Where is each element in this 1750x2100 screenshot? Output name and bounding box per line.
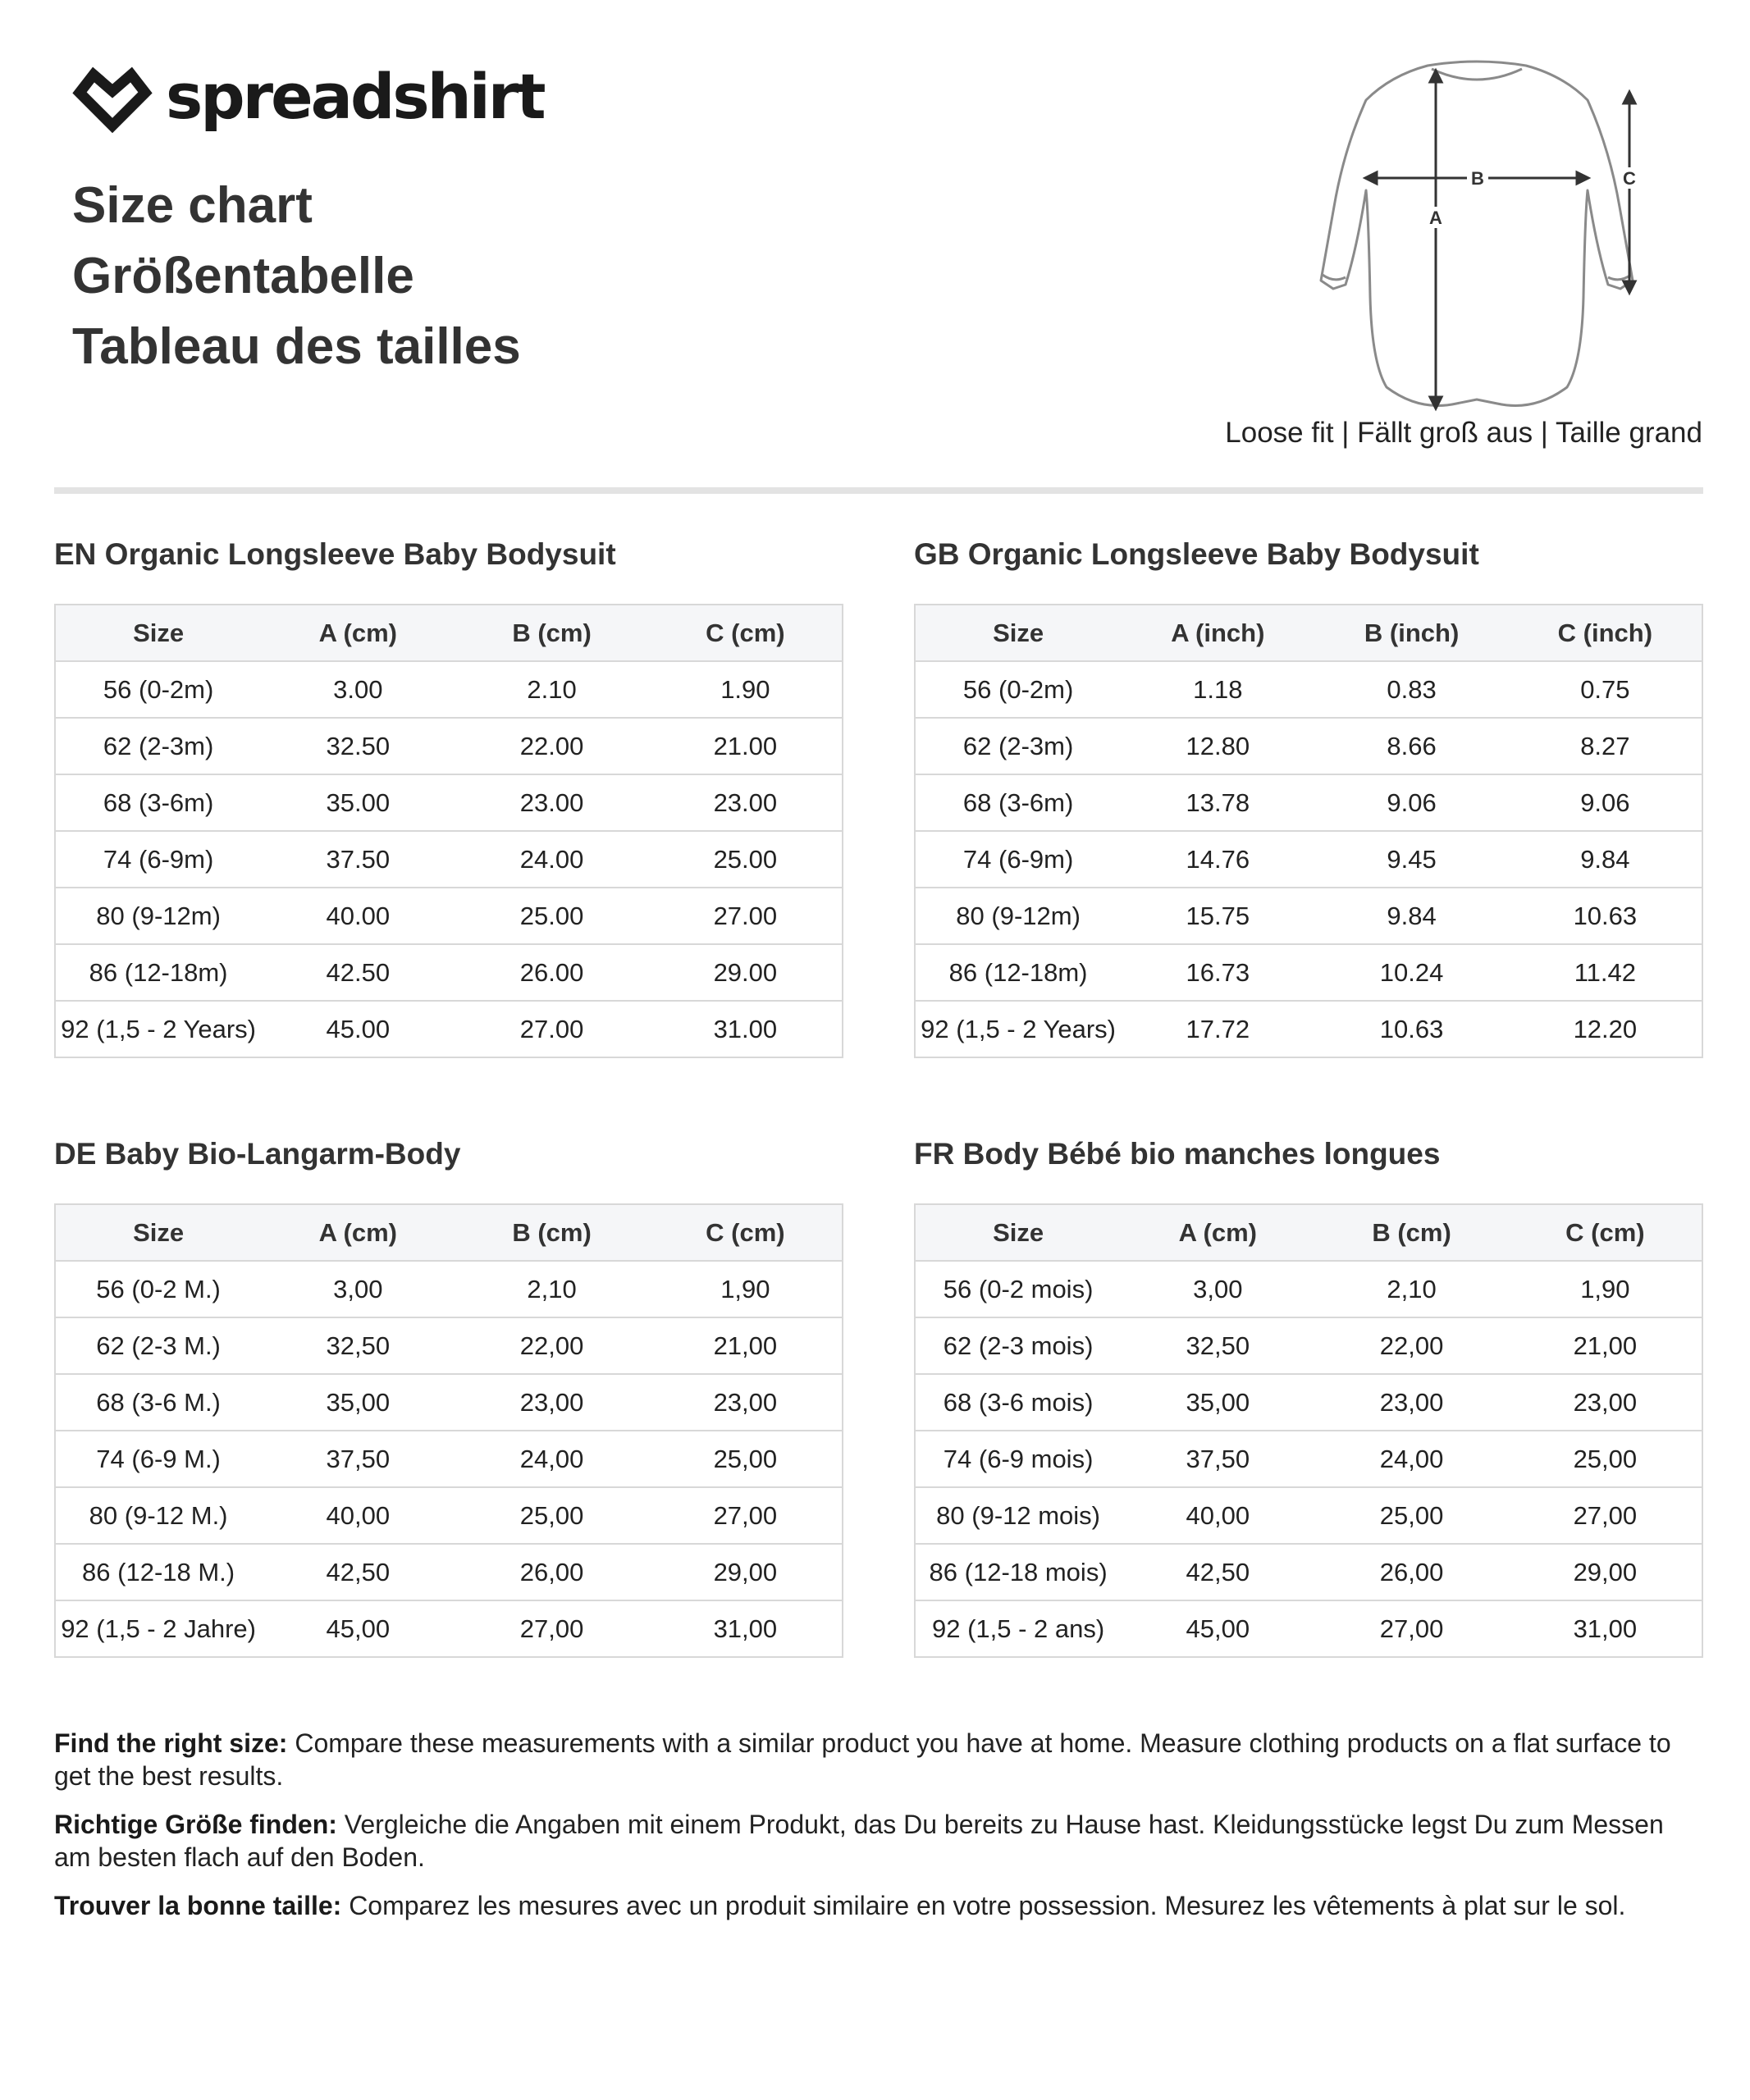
- measurement-cell: 42.50: [261, 944, 455, 1001]
- size-table: [54, 1203, 843, 1658]
- measurement-cell: 1,90: [1509, 1261, 1702, 1317]
- table-row: [915, 718, 1702, 774]
- size-table-fr: [914, 1133, 1703, 1658]
- table-row: [55, 718, 843, 774]
- column-header: A (cm): [1121, 1204, 1314, 1261]
- sizing-notes: [54, 1727, 1703, 1938]
- measurement-cell: 13.78: [1121, 774, 1314, 831]
- size-table-de: [54, 1133, 843, 1658]
- measurement-cell: 10.24: [1314, 944, 1508, 1001]
- measurement-cell: 10.63: [1509, 888, 1702, 944]
- size-cell: 80 (9-12 M.): [55, 1487, 261, 1544]
- table-row: [915, 1431, 1702, 1487]
- measurement-cell: 40.00: [261, 888, 455, 944]
- column-header: B (inch): [1314, 605, 1508, 661]
- measurement-cell: 0.75: [1509, 661, 1702, 718]
- measurement-cell: 9.06: [1314, 774, 1508, 831]
- size-cell: 92 (1,5 - 2 Years): [915, 1001, 1121, 1057]
- size-cell: 86 (12-18m): [55, 944, 261, 1001]
- measurement-cell: 8.66: [1314, 718, 1508, 774]
- table-row: [915, 1600, 1702, 1657]
- measurement-cell: 17.72: [1121, 1001, 1314, 1057]
- table-row: [55, 1544, 843, 1600]
- measurement-cell: 22,00: [455, 1317, 648, 1374]
- measurement-cell: 25,00: [1509, 1431, 1702, 1487]
- table-row: [55, 831, 843, 888]
- table-row: [55, 1600, 843, 1657]
- measurement-cell: 42,50: [1121, 1544, 1314, 1600]
- table-title: FR Body Bébé bio manches longues: [914, 1137, 1441, 1171]
- title-fr: Tableau des tailles: [72, 318, 521, 375]
- size-cell: 92 (1,5 - 2 ans): [915, 1600, 1121, 1657]
- measurement-cell: 45.00: [261, 1001, 455, 1057]
- measurement-cell: 23,00: [649, 1374, 843, 1431]
- note-label: Find the right size:: [54, 1728, 288, 1758]
- measurement-cell: 29,00: [649, 1544, 843, 1600]
- size-cell: 80 (9-12 mois): [915, 1487, 1121, 1544]
- size-cell: 74 (6-9m): [915, 831, 1121, 888]
- column-header: A (cm): [261, 1204, 455, 1261]
- table-row: [915, 1487, 1702, 1544]
- table-title: GB Organic Longsleeve Baby Bodysuit: [914, 537, 1479, 571]
- measurement-cell: 22,00: [1314, 1317, 1508, 1374]
- table-row: [55, 888, 843, 944]
- measurement-cell: 31.00: [649, 1001, 843, 1057]
- column-header: Size: [55, 605, 261, 661]
- column-header: Size: [55, 1204, 261, 1261]
- measurement-cell: 9.84: [1314, 888, 1508, 944]
- measurement-cell: 24.00: [455, 831, 648, 888]
- note-de: [54, 1808, 1703, 1874]
- column-header: B (cm): [1314, 1204, 1508, 1261]
- column-header: B (cm): [455, 1204, 648, 1261]
- measurement-cell: 42,50: [261, 1544, 455, 1600]
- table-row: [55, 1487, 843, 1544]
- measurement-cell: 24,00: [455, 1431, 648, 1487]
- size-table: [54, 604, 843, 1058]
- table-row: [915, 1374, 1702, 1431]
- measurement-cell: 31,00: [649, 1600, 843, 1657]
- brand-name: spreadshirt: [166, 60, 544, 133]
- header-divider: [54, 487, 1703, 494]
- table-row: [915, 774, 1702, 831]
- measurement-cell: 14.76: [1121, 831, 1314, 888]
- measurement-cell: 2,10: [1314, 1261, 1508, 1317]
- measurement-cell: 25,00: [455, 1487, 648, 1544]
- size-cell: 62 (2-3m): [915, 718, 1121, 774]
- table-row: [55, 1317, 843, 1374]
- measurement-cell: 29,00: [1509, 1544, 1702, 1600]
- size-cell: 68 (3-6 mois): [915, 1374, 1121, 1431]
- measurement-cell: 23,00: [1314, 1374, 1508, 1431]
- label-c: C: [1623, 168, 1636, 189]
- fit-note: Loose fit | Fällt groß aus | Taille grand: [1225, 417, 1702, 449]
- bodysuit-measurement-diagram: [1305, 51, 1649, 420]
- measurement-cell: 25.00: [455, 888, 648, 944]
- table-row: [55, 1261, 843, 1317]
- measurement-cell: 10.63: [1314, 1001, 1508, 1057]
- size-cell: 74 (6-9 mois): [915, 1431, 1121, 1487]
- note-text: Compare these measurements with a similar product you have at home. Measure clothing products on a flat surface to get the best results.: [54, 1728, 1671, 1791]
- column-header: C (cm): [1509, 1204, 1702, 1261]
- measurement-cell: 9.06: [1509, 774, 1702, 831]
- measurement-cell: 26.00: [455, 944, 648, 1001]
- measurement-cell: 1,90: [649, 1261, 843, 1317]
- measurement-cell: 32.50: [261, 718, 455, 774]
- measurement-cell: 26,00: [455, 1544, 648, 1600]
- table-title: EN Organic Longsleeve Baby Bodysuit: [54, 537, 616, 571]
- label-a: A: [1429, 208, 1442, 228]
- measurement-cell: 37,50: [261, 1431, 455, 1487]
- size-cell: 92 (1,5 - 2 Jahre): [55, 1600, 261, 1657]
- size-cell: 74 (6-9 M.): [55, 1431, 261, 1487]
- measurement-cell: 3,00: [1121, 1261, 1314, 1317]
- size-table: [914, 604, 1703, 1058]
- measurement-cell: 31,00: [1509, 1600, 1702, 1657]
- page-titles: [72, 171, 521, 382]
- measurement-cell: 1.18: [1121, 661, 1314, 718]
- measurement-cell: 1.90: [649, 661, 843, 718]
- size-cell: 74 (6-9m): [55, 831, 261, 888]
- table-row: [55, 1001, 843, 1057]
- size-cell: 80 (9-12m): [915, 888, 1121, 944]
- table-row: [915, 888, 1702, 944]
- column-header: Size: [915, 605, 1121, 661]
- measurement-cell: 23.00: [649, 774, 843, 831]
- table-row: [55, 944, 843, 1001]
- size-cell: 56 (0-2m): [55, 661, 261, 718]
- heart-diamond-icon: [71, 60, 154, 134]
- size-cell: 92 (1,5 - 2 Years): [55, 1001, 261, 1057]
- measurement-cell: 15.75: [1121, 888, 1314, 944]
- table-row: [915, 831, 1702, 888]
- table-row: [915, 1317, 1702, 1374]
- measurement-cell: 25,00: [649, 1431, 843, 1487]
- measurement-cell: 35,00: [1121, 1374, 1314, 1431]
- measurement-cell: 45,00: [261, 1600, 455, 1657]
- measurement-cell: 35,00: [261, 1374, 455, 1431]
- measurement-cell: 26,00: [1314, 1544, 1508, 1600]
- table-row: [915, 944, 1702, 1001]
- measurement-cell: 3.00: [261, 661, 455, 718]
- measurement-cell: 32,50: [261, 1317, 455, 1374]
- table-header-row: [915, 1204, 1702, 1261]
- table-row: [915, 1261, 1702, 1317]
- measurement-cell: 22.00: [455, 718, 648, 774]
- label-b: B: [1471, 168, 1484, 189]
- column-header: C (inch): [1509, 605, 1702, 661]
- size-cell: 62 (2-3m): [55, 718, 261, 774]
- size-cell: 56 (0-2m): [915, 661, 1121, 718]
- measurement-cell: 40,00: [1121, 1487, 1314, 1544]
- measurement-cell: 27,00: [1314, 1600, 1508, 1657]
- table-header-row: [55, 1204, 843, 1261]
- title-de: Größentabelle: [72, 248, 414, 304]
- column-header: A (cm): [261, 605, 455, 661]
- size-cell: 86 (12-18 M.): [55, 1544, 261, 1600]
- table-row: [55, 1374, 843, 1431]
- column-header: A (inch): [1121, 605, 1314, 661]
- measurement-cell: 32,50: [1121, 1317, 1314, 1374]
- measurement-cell: 35.00: [261, 774, 455, 831]
- table-header-row: [55, 605, 843, 661]
- column-header: C (cm): [649, 605, 843, 661]
- table-row: [55, 661, 843, 718]
- measurement-cell: 16.73: [1121, 944, 1314, 1001]
- measurement-cell: 24,00: [1314, 1431, 1508, 1487]
- measurement-cell: 37.50: [261, 831, 455, 888]
- measurement-cell: 27.00: [649, 888, 843, 944]
- measurement-cell: 2.10: [455, 661, 648, 718]
- size-cell: 62 (2-3 mois): [915, 1317, 1121, 1374]
- column-header: B (cm): [455, 605, 648, 661]
- measurement-cell: 8.27: [1509, 718, 1702, 774]
- table-row: [915, 661, 1702, 718]
- note-fr: [54, 1889, 1703, 1922]
- measurement-cell: 40,00: [261, 1487, 455, 1544]
- measurement-cell: 2,10: [455, 1261, 648, 1317]
- measurement-cell: 12.20: [1509, 1001, 1702, 1057]
- size-cell: 56 (0-2 mois): [915, 1261, 1121, 1317]
- size-cell: 68 (3-6m): [55, 774, 261, 831]
- title-en: Size chart: [72, 177, 313, 234]
- measurement-cell: 11.42: [1509, 944, 1702, 1001]
- column-header: Size: [915, 1204, 1121, 1261]
- size-cell: 62 (2-3 M.): [55, 1317, 261, 1374]
- measurement-cell: 21,00: [649, 1317, 843, 1374]
- table-title: DE Baby Bio-Langarm-Body: [54, 1137, 461, 1171]
- measurement-cell: 45,00: [1121, 1600, 1314, 1657]
- column-header: C (cm): [649, 1204, 843, 1261]
- size-table-gb: [914, 533, 1703, 1058]
- measurement-cell: 25,00: [1314, 1487, 1508, 1544]
- table-row: [915, 1544, 1702, 1600]
- measurement-cell: 21,00: [1509, 1317, 1702, 1374]
- measurement-cell: 3,00: [261, 1261, 455, 1317]
- measurement-cell: 27.00: [455, 1001, 648, 1057]
- size-table-en: [54, 533, 843, 1058]
- measurement-cell: 27,00: [649, 1487, 843, 1544]
- brand-logo: [71, 61, 544, 133]
- size-cell: 56 (0-2 M.): [55, 1261, 261, 1317]
- measurement-cell: 21.00: [649, 718, 843, 774]
- note-label: Trouver la bonne taille:: [54, 1891, 342, 1920]
- measurement-cell: 25.00: [649, 831, 843, 888]
- size-table: [914, 1203, 1703, 1658]
- note-text: Vergleiche die Angaben mit einem Produkt, das Du bereits zu Hause hast. Kleidungsstücke legst Du zum Messen am besten flach auf den Boden.: [54, 1810, 1664, 1872]
- note-label: Richtige Größe finden:: [54, 1810, 337, 1839]
- measurement-cell: 23.00: [455, 774, 648, 831]
- measurement-cell: 23,00: [455, 1374, 648, 1431]
- note-text: Comparez les mesures avec un produit similaire en votre possession. Mesurez les vêtements à plat sur le sol.: [341, 1891, 1626, 1920]
- bodysuit-outline: [1321, 62, 1633, 406]
- table-row: [915, 1001, 1702, 1057]
- note-en: [54, 1727, 1703, 1792]
- table-header-row: [915, 605, 1702, 661]
- table-row: [55, 774, 843, 831]
- size-cell: 68 (3-6 M.): [55, 1374, 261, 1431]
- table-row: [55, 1431, 843, 1487]
- measurement-cell: 9.84: [1509, 831, 1702, 888]
- measurement-cell: 27,00: [455, 1600, 648, 1657]
- measurement-cell: 27,00: [1509, 1487, 1702, 1544]
- size-cell: 86 (12-18 mois): [915, 1544, 1121, 1600]
- size-cell: 86 (12-18m): [915, 944, 1121, 1001]
- measurement-cell: 0.83: [1314, 661, 1508, 718]
- measurement-cell: 9.45: [1314, 831, 1508, 888]
- size-cell: 68 (3-6m): [915, 774, 1121, 831]
- size-cell: 80 (9-12m): [55, 888, 261, 944]
- measurement-cell: 23,00: [1509, 1374, 1702, 1431]
- measurement-cell: 12.80: [1121, 718, 1314, 774]
- measurement-cell: 29.00: [649, 944, 843, 1001]
- measurement-cell: 37,50: [1121, 1431, 1314, 1487]
